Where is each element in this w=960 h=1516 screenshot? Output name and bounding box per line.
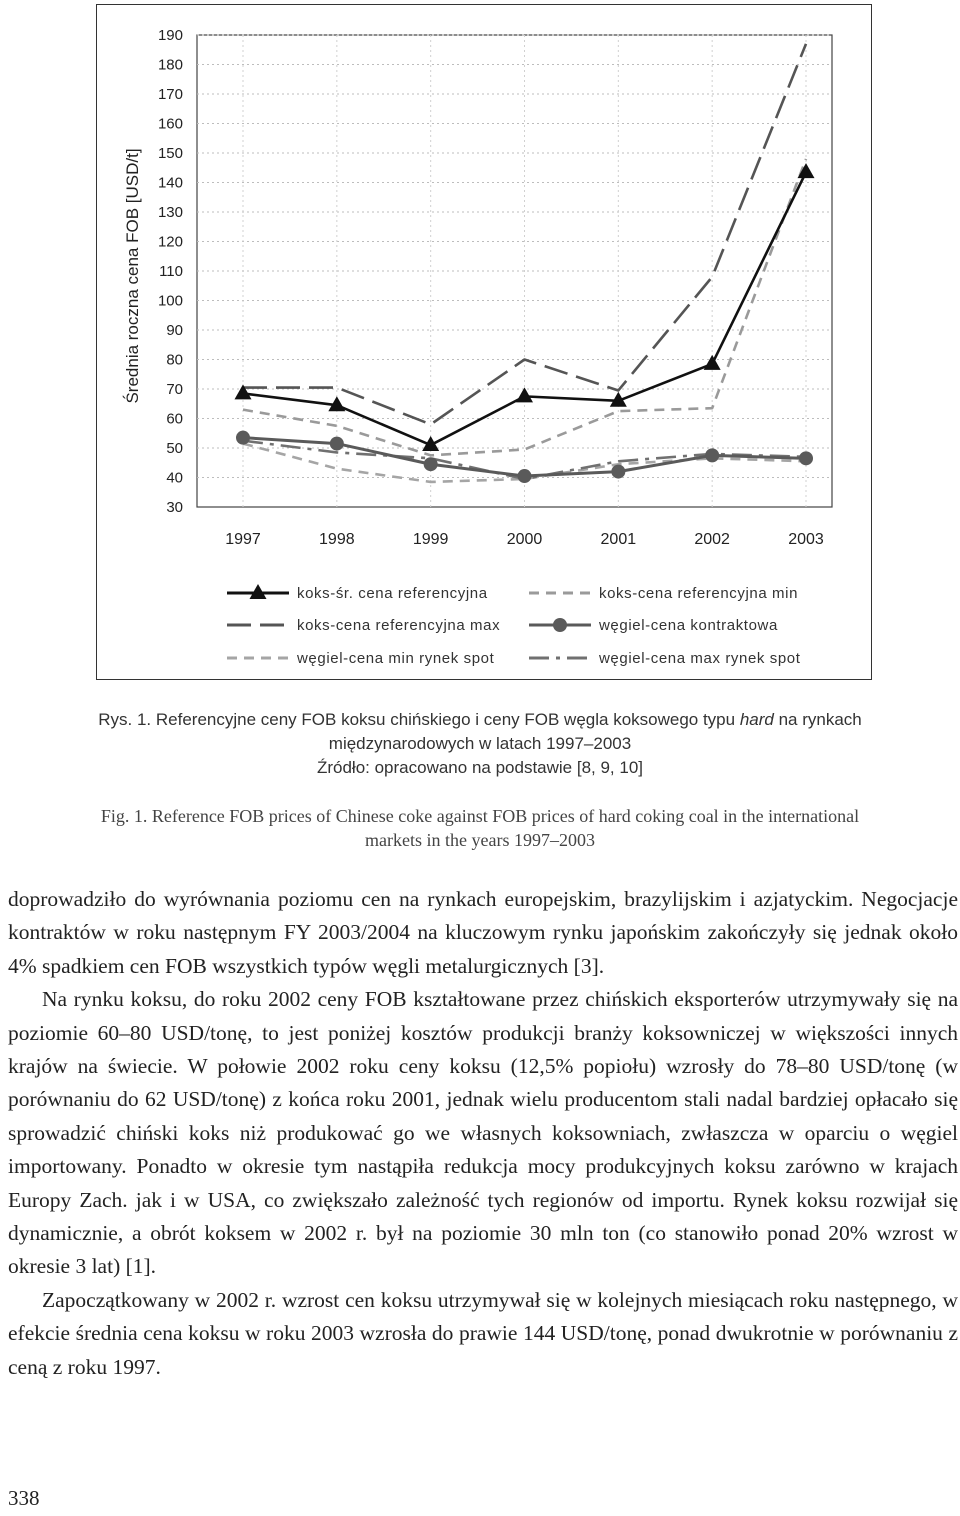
caption-en-line2: markets in the years 1997–2003 [365,830,595,850]
page-number: 338 [8,1486,40,1510]
series-3-point [705,448,719,462]
x-tick-label: 1999 [412,531,449,548]
y-tick-label: 140 [157,174,183,192]
caption-source: Źródło: opracowano na podstawie [8, 9, 10] [316,758,644,777]
y-tick-label: 110 [159,263,183,280]
x-tick-label: 1998 [319,531,355,548]
series-3-point [330,437,344,451]
x-tick-label: 1997 [225,531,261,548]
series-3-point [424,457,438,471]
caption-en-line1: Fig. 1. Reference FOB prices of Chinese coke against FOB prices of hard coking coal in the international [100,806,860,826]
x-tick-label: 2002 [694,531,730,548]
series-3-point [236,431,250,445]
y-tick-label: 160 [157,115,183,133]
x-tick-label: 2003 [788,531,824,548]
series-3-point [518,469,532,483]
legend-label-1: koks-cena referencyjna min [599,585,799,602]
legend-label-4: węgiel-cena min rynek spot [297,650,495,667]
series-line-0 [243,172,806,445]
y-axis-label: Średnia roczna cena FOB [USD/t] [123,148,142,404]
series-0-point [516,387,533,402]
y-tick-label: 30 [166,499,183,516]
figure-caption-pl [0,708,960,780]
y-tick-label: 100 [157,292,183,310]
y-tick-label: 40 [166,469,183,487]
y-tick-label: 70 [166,381,183,398]
y-tick-label: 120 [157,233,183,251]
y-tick-label: 190 [157,27,183,44]
chart-frame [96,4,872,680]
series-0-point [704,355,721,370]
legend-label-3: węgiel-cena kontraktowa [599,617,778,634]
series-3-point [611,465,625,479]
body-text [8,883,958,1384]
y-tick-label: 60 [166,410,183,428]
paragraph-3: Zapoczątkowany w 2002 r. wzrost cen koksu utrzymywał się w kolejnych miesiącach roku następnego, w efekcie średnia cena koksu w roku 2003 wzrosła do prawie 144 USD/tonę, ponad dwukrotnie w porównaniu z ceną z roku 1997. [8,1287,958,1379]
paragraph-2: Na rynku koksu, do roku 2002 ceny FOB kształtowane przez chińskich eksporterów utrzymywały się na poziomie 60–80 USD/tonę, to jest poniżej kosztów produkcji branży koksowniczej w większości innych krajów na świecie. W połowie 2002 roku ceny koksu (12,5% popiołu) wzrosły do 78–80 USD/tonę (w porównaniu do 62 USD/tonę) z końca roku 2001, jednak wielu producentom stali nadal bardziej opłacało się sprowadzić chiński koks niż produkować go we własnych koksowniach, zwłaszcza w oparciu o węgiel importowany. Ponadto w okresie tym nastąpiła redukcja mocy produkcyjnych koksu zarówno w krajach Europy Zach. jak i w USA, co zwiększało zależność tych regionów od importu. Rynek koksu rozwijał się dynamicznie, a obrót koksem w 2002 r. był na poziomie 30 mln ton (co stanowiło ponad 20% wzrost w okresie 3 lat) [1]. [8,987,958,1279]
y-tick-label: 170 [157,86,183,103]
y-tick-label: 130 [157,204,183,221]
y-tick-label: 80 [166,351,183,369]
y-tick-label: 180 [157,56,183,74]
y-tick-label: 150 [157,145,183,162]
caption-pl-line1: Rys. 1. Referencyjne ceny FOB koksu chińskiego i ceny FOB węgla koksowego typu hard na rynkach [98,710,862,729]
y-tick-label: 90 [166,322,183,339]
x-tick-label: 2001 [600,531,637,548]
legend-label-2: koks-cena referencyjna max [297,617,501,634]
legend-label-5: węgiel-cena max rynek spot [599,650,801,667]
x-tick-label: 2000 [506,531,543,548]
figure-caption-en [0,804,960,852]
caption-italic-word: hard [739,710,774,729]
paragraph-1: doprowadziło do wyrównania poziomu cen na rynkach europejskim, brazylijskim i azjatyckim. Negocjacje kontraktów w roku następnym FY 2003/2004 na kluczowym rynku japońskim zakończyły się jednak około 4% spadkiem cen FOB wszystkich typów węgli metalurgicznych [3]. [8,887,958,978]
price-line-chart [97,5,873,681]
caption-pl-line2: międzynarodowych w latach 1997–2003 [328,734,632,753]
series-0-point [798,163,815,178]
y-tick-label: 50 [166,440,183,457]
legend-marker-3 [553,618,567,632]
series-3-point [799,451,813,465]
legend-label-0: koks-śr. cena referencyjna [297,585,488,602]
